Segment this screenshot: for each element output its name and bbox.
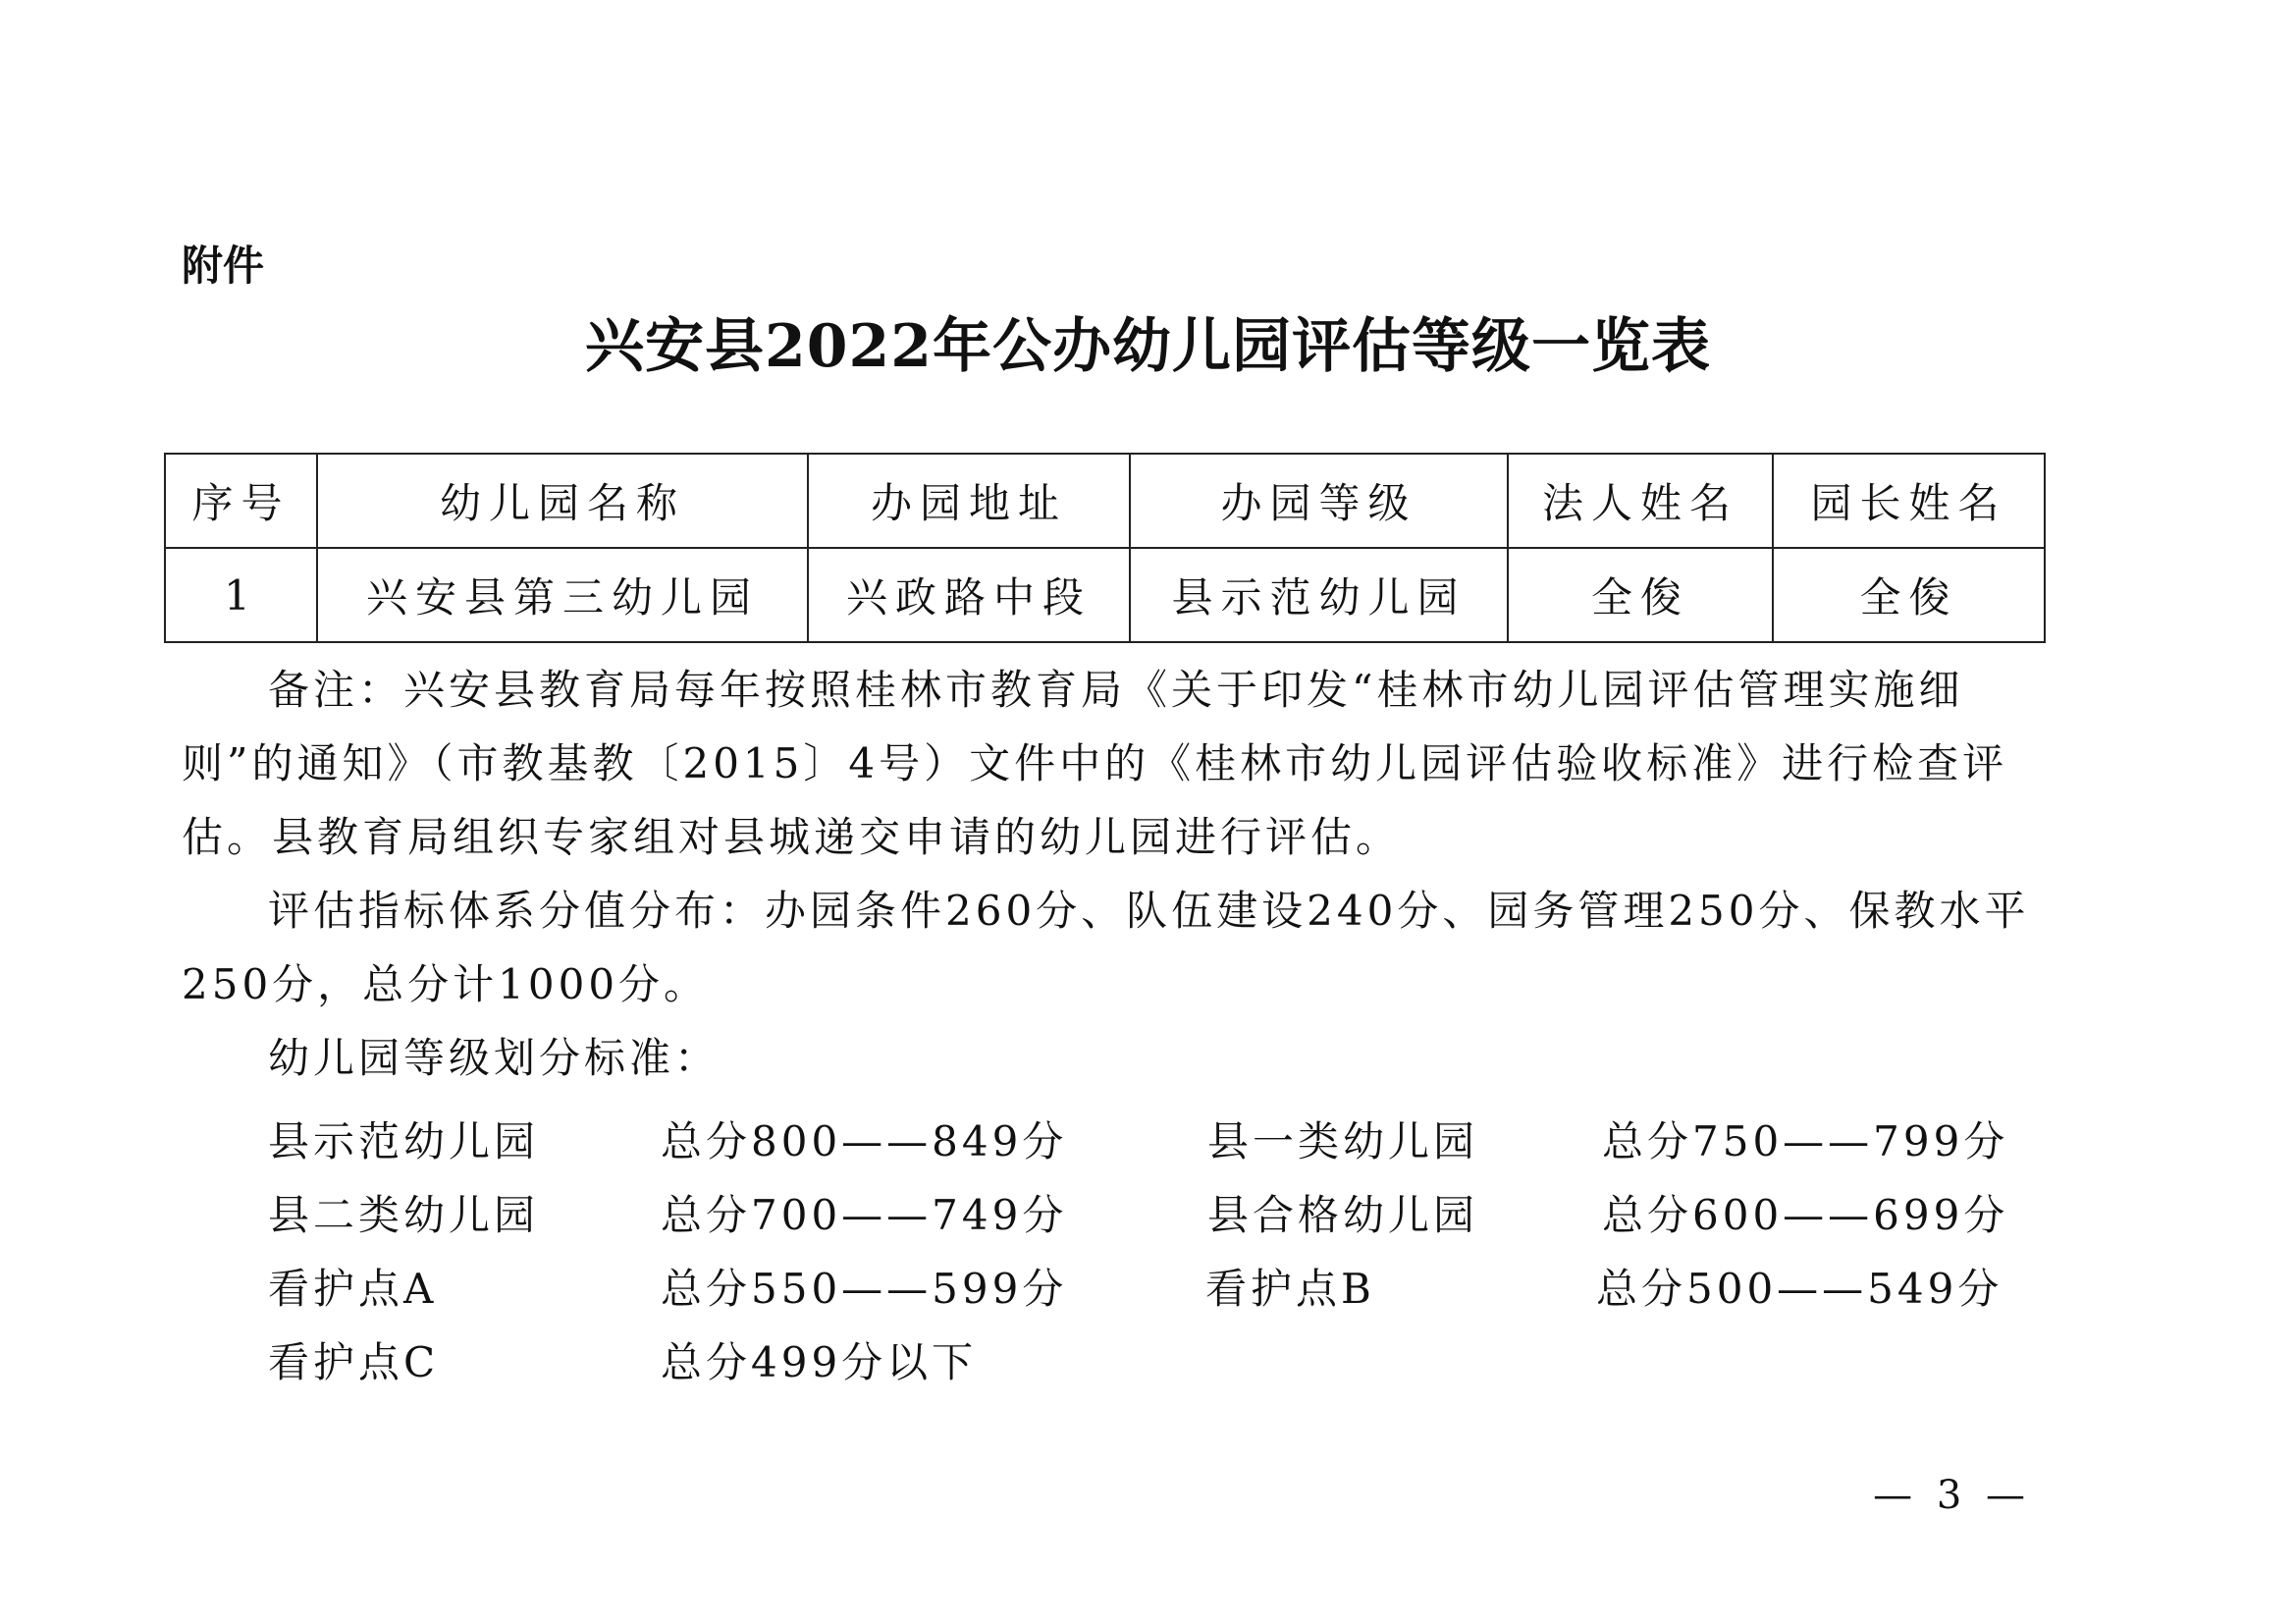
- kindergarten-rating-table: [164, 453, 2046, 643]
- standard-range: 总分700——749分: [661, 1191, 1068, 1239]
- standard-name: 县一类幼儿园: [1207, 1117, 1479, 1165]
- grade-standard-heading: [182, 1021, 2042, 1095]
- standard-name: 看护点B: [1205, 1265, 1375, 1313]
- cell-legal-person: 全俊: [1508, 548, 1773, 642]
- standard-range: 总分499分以下: [661, 1338, 978, 1386]
- cell-kindergarten-name: 兴安县第三幼儿园: [317, 548, 808, 642]
- standard-range: 总分800——849分: [661, 1117, 1068, 1165]
- header-legal-person: 法人姓名: [1508, 454, 1773, 548]
- score-distribution-paragraph: [182, 874, 2042, 1021]
- note-text: 备注：兴安县教育局每年按照桂林市教育局《关于印发“桂林市幼儿园评估管理实施细则”的通知》（市教基教〔2015〕4号）文件中的《桂林市幼儿园评估验收标准》进行检查评估。县教育局组织专家组对县城递交申请的幼儿园进行评估。: [182, 666, 2008, 861]
- page-number: — 3 —: [1873, 1473, 2031, 1518]
- cell-address: 兴政路中段: [808, 548, 1130, 642]
- attachment-label: 附件: [182, 242, 265, 290]
- note-paragraph: [182, 653, 2042, 874]
- standard-name: 县合格幼儿园: [1207, 1191, 1479, 1239]
- header-index: 序号: [165, 454, 317, 548]
- standard-range: 总分500——549分: [1596, 1265, 2003, 1313]
- standard-range: 总分750——799分: [1602, 1117, 2009, 1165]
- standard-name: 县示范幼儿园: [268, 1117, 540, 1165]
- header-address: 办园地址: [808, 454, 1130, 548]
- table-row: [165, 548, 2045, 642]
- table-header-row: [165, 454, 2045, 548]
- standard-range: 总分550——599分: [661, 1265, 1068, 1313]
- standard-name: 看护点A: [268, 1265, 438, 1313]
- cell-principal: 全俊: [1773, 548, 2045, 642]
- header-kindergarten-name: 幼儿园名称: [317, 454, 808, 548]
- cell-grade: 县示范幼儿园: [1130, 548, 1508, 642]
- document-title: 兴安县2022年公办幼儿园评估等级一览表: [585, 312, 1711, 381]
- cell-index: 1: [165, 548, 317, 642]
- standard-range: 总分600——699分: [1602, 1191, 2009, 1239]
- grade-standard-heading-text: 幼儿园等级划分标准：: [268, 1034, 721, 1082]
- score-distribution-text: 评估指标体系分值分布：办园条件260分、队伍建设240分、园务管理250分、保教水平250分，总分计1000分。: [182, 887, 2030, 1008]
- header-principal: 园长姓名: [1773, 454, 2045, 548]
- header-grade: 办园等级: [1130, 454, 1508, 548]
- standard-name: 县二类幼儿园: [268, 1191, 540, 1239]
- standard-name: 看护点C: [268, 1338, 440, 1386]
